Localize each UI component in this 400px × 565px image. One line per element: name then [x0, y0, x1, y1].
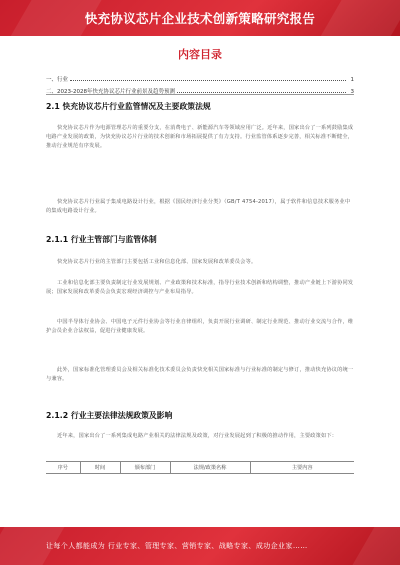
- toc-item[interactable]: [46, 71, 354, 83]
- table-header-row: [46, 462, 354, 474]
- toc-title: 内容目录: [178, 48, 222, 61]
- report-footer: [0, 527, 400, 565]
- paragraph: 快充协议芯片行业的主管部门主要包括工业和信息化部、国家发展和改革委员会等。: [57, 259, 257, 265]
- paragraph: 此外，国家标准化管理委员会及相关标准化技术委员会负责快充相关国家标准与行业标准的制定与修订，推动快充协议的统一与兼容。: [46, 367, 354, 382]
- paragraph: 近年来，国家出台了一系列集成电路产业相关的法律法规及政策，对行业发展起到了积极的推动作用，主要政策如下：: [57, 433, 338, 439]
- paragraph: 中国半导体行业协会、中国电子元件行业协会等行业自律组织，负责开展行业调研、制定行业规范、推动行业交流与合作，维护会员企业合法权益，促进行业健康发展。: [46, 319, 354, 334]
- toc-item-page: 3: [350, 89, 354, 95]
- toc-item-page: 1: [350, 77, 354, 83]
- toc-item-label: 二、2023-2028年快充协议芯片行业前景及趋势预测: [46, 89, 175, 95]
- section-heading: 2.1.1 行业主管部门与监管体制: [46, 235, 157, 244]
- table-of-contents: [46, 71, 354, 95]
- paragraph: 工业和信息化部主要负责制定行业发展规划、产业政策和技术标准，指导行业技术创新和结构调整，推动产业链上下游协同发展；国家发展和改革委员会负责宏观经济调控与产业布局指导。: [46, 280, 354, 295]
- report-title: 快充协议芯片企业技术创新策略研究报告: [84, 11, 316, 26]
- toc-leader-dots: [177, 92, 346, 93]
- footer-decoration: [340, 527, 400, 565]
- column-header: 颁布部门: [120, 462, 170, 474]
- paragraph: 快充协议芯片作为电源管理芯片的重要分支，在消费电子、新能源汽车等领域应用广泛。近年来，国家出台了一系列鼓励集成电路产业发展的政策，为快充协议芯片行业的技术创新和市场拓展提供了有力支持。行业监管体系逐步完善，相关标准不断健全，推动行业规范有序发展。: [46, 125, 354, 149]
- column-header: 法规/政策名称: [170, 462, 250, 474]
- footer-slogan: 让每个人都能成为 行业专家、管理专家、营销专家、战略专家、成功企业家……: [46, 542, 308, 550]
- section-heading: 2.1.2 行业主要法律法规政策及影响: [46, 411, 173, 420]
- section-heading: 2.1 快充协议芯片行业监管情况及主要政策法规: [46, 102, 211, 111]
- policy-table: [46, 461, 354, 474]
- toc-leader-dots: [70, 80, 346, 81]
- toc-divider: [46, 94, 354, 95]
- report-header: [0, 0, 400, 36]
- column-header: 序号: [46, 462, 80, 474]
- column-header: 主要内容: [250, 462, 354, 474]
- paragraph: 快充协议芯片行业属于集成电路设计行业，根据《国民经济行业分类》（GB/T 4754-2017），属于软件和信息技术服务业中的集成电路设计行业。: [46, 199, 351, 214]
- column-header: 时间: [80, 462, 120, 474]
- toc-item-label: 一、行业: [46, 77, 69, 83]
